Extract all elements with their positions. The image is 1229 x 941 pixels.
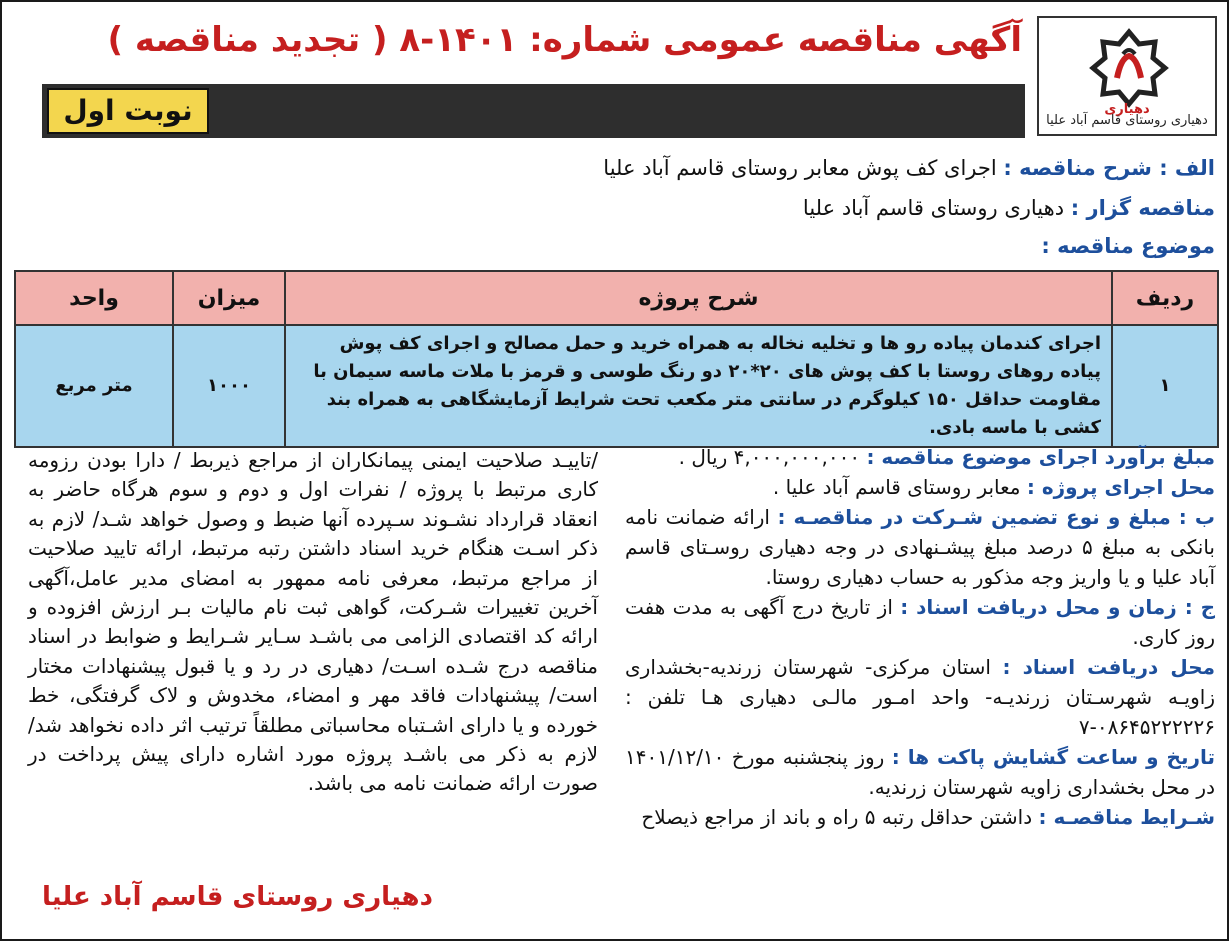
guarantee-line xyxy=(625,502,1215,592)
tender-owner-line xyxy=(803,198,1215,219)
tender-subject-line xyxy=(1041,236,1215,257)
conditions-line xyxy=(625,802,1215,832)
logo xyxy=(1037,16,1217,136)
tender-description-label: الف : شرح مناقصه : xyxy=(1003,156,1215,180)
turn-badge: نوبت اول xyxy=(47,88,209,134)
tender-subject-label: موضوع مناقصه : xyxy=(1041,234,1215,258)
col-qty: میزان xyxy=(173,271,285,325)
col-row: ردیف xyxy=(1112,271,1218,325)
row-description: اجرای کندمان پیاده رو ها و تخلیه نخاله به همراه خرید و حمل مصالح و اجرای کف پوش پیاده روهای روستا با کف پوش های ۲۰*۲۰ دو رنگ طوسی و قرمز با ملات ماسه سیمان با مقاومت حداقل ۱۵۰ کیلوگرم در سانتی متر مکعب تحت شرایط آزمایشگاهی به همراه بند کشی با ماسه بادی. xyxy=(285,325,1112,447)
estimate-value: ۴,۰۰۰,۰۰۰,۰۰۰ ریال . xyxy=(678,445,861,469)
opening-label: تاریخ و ساعت گشایش پاکت ها : xyxy=(891,745,1216,769)
col-unit: واحد xyxy=(15,271,173,325)
table-row xyxy=(15,325,1218,447)
conditions-label: شـرایط مناقصـه : xyxy=(1038,805,1215,829)
logo-text: دهیاری xyxy=(1104,102,1150,117)
estimate-label: مبلغ برآورد اجرای موضوع مناقصه : xyxy=(866,445,1215,469)
dehyari-emblem-icon xyxy=(1089,28,1169,108)
tender-description-line xyxy=(603,158,1215,179)
opening-value: روز پنجشنبه مورخ ۱۴۰۱/۱۲/۱۰ در محل بخشداری زاویه شهرستان زرندیه. xyxy=(625,745,1215,799)
time-label: ج : زمان و محل دریافت اسناد : xyxy=(900,595,1216,619)
time-line xyxy=(625,592,1215,652)
docs-place-value: استان مرکزی- شهرستان زرندیه-بخشداری زاویـه شهرسـتان زرندیـه- واحد امـور مالـی دهیاری هـا تلفن : ۰۸۶۴۵۲۲۲۲۲۶-۷ xyxy=(625,655,1215,739)
details-column xyxy=(625,442,1215,832)
guarantee-label: ب : مبلغ و نوع تضمین شـرکت در مناقصـه : xyxy=(777,505,1215,529)
row-quantity: ۱۰۰۰ xyxy=(173,325,285,447)
logo-caption: دهیاری روستای قاسم آباد علیا xyxy=(1046,113,1208,128)
conditions-continued xyxy=(28,446,598,799)
docs-place-label: محل دریافت اسناد : xyxy=(1002,655,1216,679)
row-unit: متر مربع xyxy=(15,325,173,447)
conditions-value: داشتن حداقل رتبه ۵ راه و باند از مراجع ذیصلاح xyxy=(641,805,1033,829)
location-line xyxy=(625,472,1215,502)
estimate-line xyxy=(625,442,1215,472)
location-value: معابر روستای قاسم آباد علیا . xyxy=(772,475,1021,499)
tender-owner-label: مناقصه گزار : xyxy=(1070,196,1215,220)
time-value: از تاریخ درج آگهی به مدت هفت روز کاری. xyxy=(625,595,1215,649)
table-header-row xyxy=(15,271,1218,325)
tender-owner-value: دهیاری روستای قاسم آباد علیا xyxy=(802,196,1065,220)
opening-line xyxy=(625,742,1215,802)
tender-description-value: اجرای کف پوش معابر روستای قاسم آباد علیا xyxy=(603,156,997,180)
project-table xyxy=(14,270,1219,448)
conditions-text: /تاییـد صلاحیت ایمنی پیمانکاران از مراجع ذیربط / دارا بودن رزومه کاری مرتبط با پروژه / نفرات اول و دوم و سوم هرگاه حاضر به انعقاد قرارداد نشـوند سـپرده آنها ضبط و وصول خواهد شـد/ لازم به ذکر اسـت هنگام خرید اسناد داشتن رتبه مرتبط، ارائه تایید صلاحیت از مراجع مرتبط، معرفی نامه ممهور به امضای مدیر عامل،آگهی آخرین تغییرات شـرکت، گواهی ثبت نام مالیات بـر ارزش افزوده و ارائه کد اقتصادی الزامی می باشـد سـایر شـرایط و ضوابط در اسناد مناقصه درج شـده اسـت/ دهیاری در رد و یا قبول پیشنهادات مختار است/ پیشنهادات فاقد مهر و امضاء، مخدوش و لاک گرفتگی، خط خورده و یا دارای اشـتباه محاسباتی مطلقاً ترتیب اثر داده نخواهد شد/ لازم به ذکر می باشـد پروژه مورد اشاره دارای پیش پرداخت در صورت ارائه ضمانت نامه می باشد. xyxy=(28,448,598,796)
location-label: محل اجرای پروژه : xyxy=(1026,475,1215,499)
row-number: ۱ xyxy=(1112,325,1218,447)
page-title: آگهی مناقصه عمومی شماره: ۱۴۰۱-۸ ( تجدید مناقصه ) xyxy=(107,20,1022,60)
col-desc: شرح پروژه xyxy=(285,271,1112,325)
signature: دهیاری روستای قاسم آباد علیا xyxy=(42,882,433,912)
guarantee-value: ارائه ضمانت نامه بانکی به مبلغ ۵ درصد مبلغ پیشـنهادی در وجه دهیاری روسـتای قاسم آباد علیا و یا واریز وجه مذکور به حساب دهیاری روستا. xyxy=(625,505,1215,589)
docs-place-line xyxy=(625,652,1215,742)
